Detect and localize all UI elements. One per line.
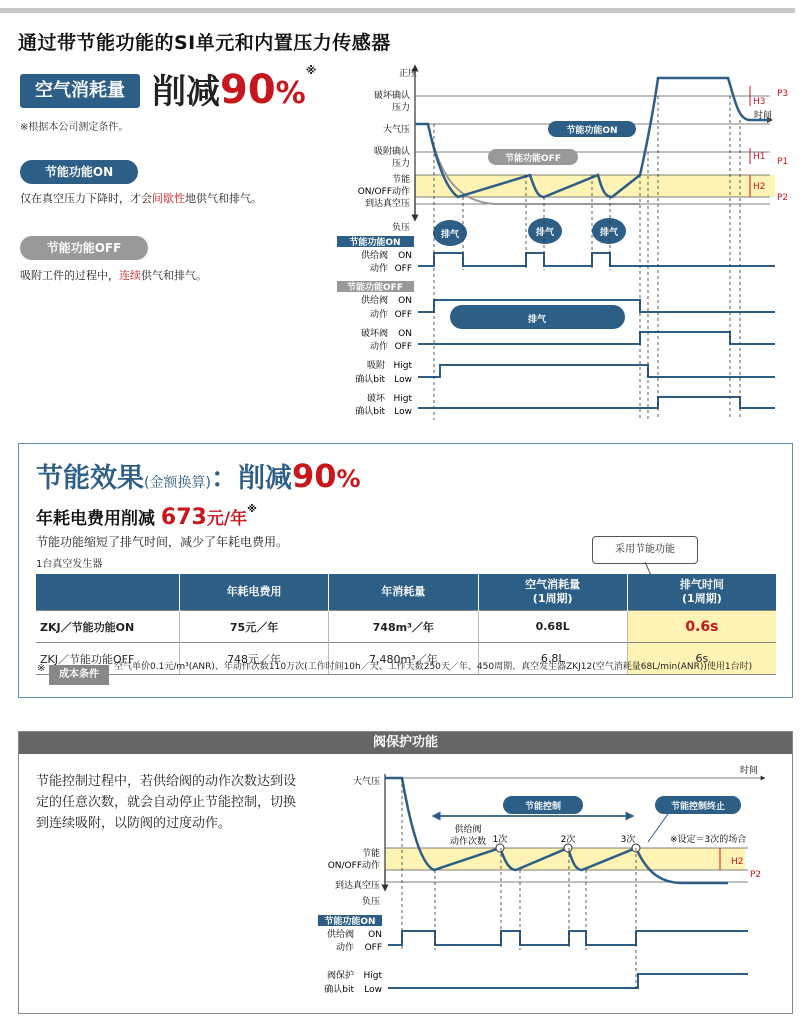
- count-marker-2: [564, 844, 572, 852]
- svg-text:负压: 负压: [361, 897, 380, 907]
- annual-saving: 年耗电费用削减 673元/年※: [36, 504, 257, 530]
- svg-text:ON: ON: [398, 329, 412, 339]
- svg-text:供给阀: 供给阀: [360, 251, 388, 261]
- svg-text:阀保护: 阀保护: [326, 971, 354, 981]
- label-p2: P2: [777, 193, 789, 203]
- label-positive: 正压: [398, 69, 418, 79]
- svg-text:节能功能ON: 节能功能ON: [349, 238, 401, 248]
- svg-text:Low: Low: [364, 985, 382, 995]
- effect-title: 节能效果(金额换算)：削减90%: [36, 457, 361, 495]
- svg-text:排气: 排气: [527, 315, 547, 325]
- svg-text:排气: 排气: [535, 228, 555, 238]
- cost-condition-text: 空气单价0.1元/m³(ANR)、年动作次数110万次(工作时间10h／天、工作天数250天／年、450周期、真空发生器ZKJ12(空气消耗量68L/min(ANR))使用1台时): [114, 662, 753, 672]
- mode-off-pill: 节能功能OFF: [20, 236, 148, 260]
- guide-lines: [434, 96, 740, 420]
- label-break-confirm: 破坏确认: [373, 91, 410, 101]
- page-title: 通过带节能功能的SI单元和内置压力传感器: [18, 32, 391, 54]
- measurement-note: ※根据本公司测定条件。: [20, 122, 129, 133]
- svg-text:2次: 2次: [560, 835, 576, 845]
- svg-text:※设定＝3次的场合: ※设定＝3次的场合: [670, 835, 747, 845]
- svg-text:确认bit: 确认bit: [324, 985, 354, 995]
- svg-text:动作次数: 动作次数: [449, 837, 487, 847]
- th-air-consumption: 空气消耗量 (1周期): [478, 574, 627, 611]
- effect-table: [36, 574, 776, 675]
- label-atm: 大气压: [382, 125, 410, 135]
- svg-text:Higt: Higt: [393, 394, 412, 404]
- label-p3: P3: [777, 89, 789, 99]
- svg-text:ON: ON: [398, 296, 412, 306]
- unit-note: 1台真空发生器: [36, 559, 103, 570]
- hero-reduction: 削减90%※: [152, 64, 317, 113]
- count-marker-1: [496, 844, 504, 852]
- wave-break-valve: [418, 332, 775, 344]
- svg-text:供给阀: 供给阀: [326, 930, 354, 940]
- svg-text:OFF: OFF: [394, 310, 412, 320]
- label-suction-confirm-2: 压力: [391, 159, 410, 169]
- label-h1: H1: [753, 152, 766, 162]
- svg-text:节能控制终止: 节能控制终止: [670, 802, 726, 812]
- svg-text:供给阀: 供给阀: [454, 825, 482, 835]
- svg-text:ON: ON: [398, 251, 412, 261]
- timing-diagram-eco: [330, 60, 810, 430]
- annual-desc: 节能功能缩短了排气时间，减少了年耗电费用。: [36, 535, 289, 549]
- label-eco: 节能: [391, 175, 410, 185]
- th-annual-consumption: 年消耗量: [329, 574, 479, 611]
- svg-text:节能功能OFF: 节能功能OFF: [505, 154, 561, 164]
- svg-text:ON: ON: [368, 930, 382, 940]
- mode-off-desc: 吸附工件的过程中，连续供气和排气。: [20, 269, 207, 282]
- mode-on-pill: 节能功能ON: [20, 160, 138, 184]
- svg-text:3次: 3次: [620, 835, 636, 845]
- svg-text:OFF: OFF: [394, 342, 412, 352]
- svg-text:破坏阀: 破坏阀: [360, 329, 388, 339]
- top-rule: [0, 8, 795, 13]
- cost-condition-tag: 成本条件: [49, 665, 109, 685]
- svg-text:破坏: 破坏: [366, 394, 385, 404]
- cond-star: ※: [37, 663, 46, 674]
- svg-text:P2: P2: [750, 870, 762, 880]
- svg-text:时间: 时间: [739, 766, 758, 776]
- svg-text:动作: 动作: [369, 342, 388, 352]
- svg-text:节能: 节能: [361, 849, 380, 859]
- label-eco-2: ON/OFF动作: [357, 187, 410, 197]
- svg-text:动作: 动作: [369, 264, 388, 274]
- table-row: ZKJ／节能功能ON 75元／年 748m³／年 0.68L 0.6s: [36, 611, 776, 643]
- svg-text:OFF: OFF: [394, 264, 412, 274]
- svg-text:节能功能OFF: 节能功能OFF: [347, 283, 403, 293]
- wave-suction-bit: [418, 365, 775, 377]
- label-eco-3: 到达真空压: [364, 199, 410, 209]
- wave-supply-on: [418, 253, 775, 266]
- valve-wave-supply: [388, 931, 748, 945]
- label-h3: H3: [753, 97, 766, 107]
- svg-text:1次: 1次: [492, 835, 508, 845]
- label-time: 时间: [754, 111, 773, 121]
- svg-text:动作: 动作: [369, 310, 388, 320]
- label-break-confirm-2: 压力: [391, 103, 410, 113]
- svg-text:Higt: Higt: [363, 971, 382, 981]
- svg-text:OFF: OFF: [364, 943, 382, 953]
- valve-protection-title: 阀保护功能: [19, 732, 792, 754]
- svg-text:节能功能ON: 节能功能ON: [324, 917, 376, 927]
- svg-text:Low: Low: [394, 407, 412, 417]
- svg-text:H2: H2: [731, 857, 744, 867]
- label-h2: H2: [753, 182, 766, 192]
- svg-text:ON/OFF动作: ON/OFF动作: [327, 861, 380, 871]
- table-row: ZKJ／节能功能OFF 748元／年 7,480m³／年 6.8L 6s: [36, 643, 776, 675]
- svg-text:Higt: Higt: [393, 361, 412, 371]
- mode-on-desc: 仅在真空压力下降时，才会间歇性地供气和排气。: [20, 192, 262, 205]
- svg-text:确认bit: 确认bit: [355, 407, 385, 417]
- wave-break-bit: [418, 397, 775, 408]
- svg-text:到达真空压: 到达真空压: [334, 881, 380, 891]
- label-p1: P1: [777, 157, 789, 167]
- valve-wave-protect: [388, 974, 748, 988]
- th-exhaust-time: 排气时间 (1周期): [627, 574, 776, 611]
- svg-text:排气: 排气: [440, 230, 460, 240]
- th-annual-cost: 年耗电费用: [180, 574, 329, 611]
- svg-text:大气压: 大气压: [352, 777, 380, 787]
- svg-text:供给阀: 供给阀: [360, 296, 388, 306]
- svg-text:Low: Low: [394, 375, 412, 385]
- th-blank: [36, 574, 180, 611]
- svg-text:节能功能ON: 节能功能ON: [566, 126, 618, 136]
- label-negative: 负压: [391, 223, 410, 233]
- air-consumption-label: 空气消耗量: [20, 74, 140, 108]
- callout-eco-adopted: 采用节能功能: [592, 536, 698, 564]
- svg-text:排气: 排气: [599, 228, 619, 238]
- svg-text:确认bit: 确认bit: [355, 375, 385, 385]
- label-suction-confirm: 吸附确认: [373, 147, 410, 157]
- timing-diagram-valve: [318, 760, 778, 1010]
- svg-text:吸附: 吸附: [366, 361, 385, 371]
- svg-text:动作: 动作: [335, 943, 354, 953]
- svg-text:节能控制: 节能控制: [524, 802, 562, 812]
- valve-protection-desc: 节能控制过程中，若供给阀的动作次数达到设定的任意次数，就会自动停止节能控制，切换到连续吸附，以防阀的过度动作。: [36, 774, 297, 831]
